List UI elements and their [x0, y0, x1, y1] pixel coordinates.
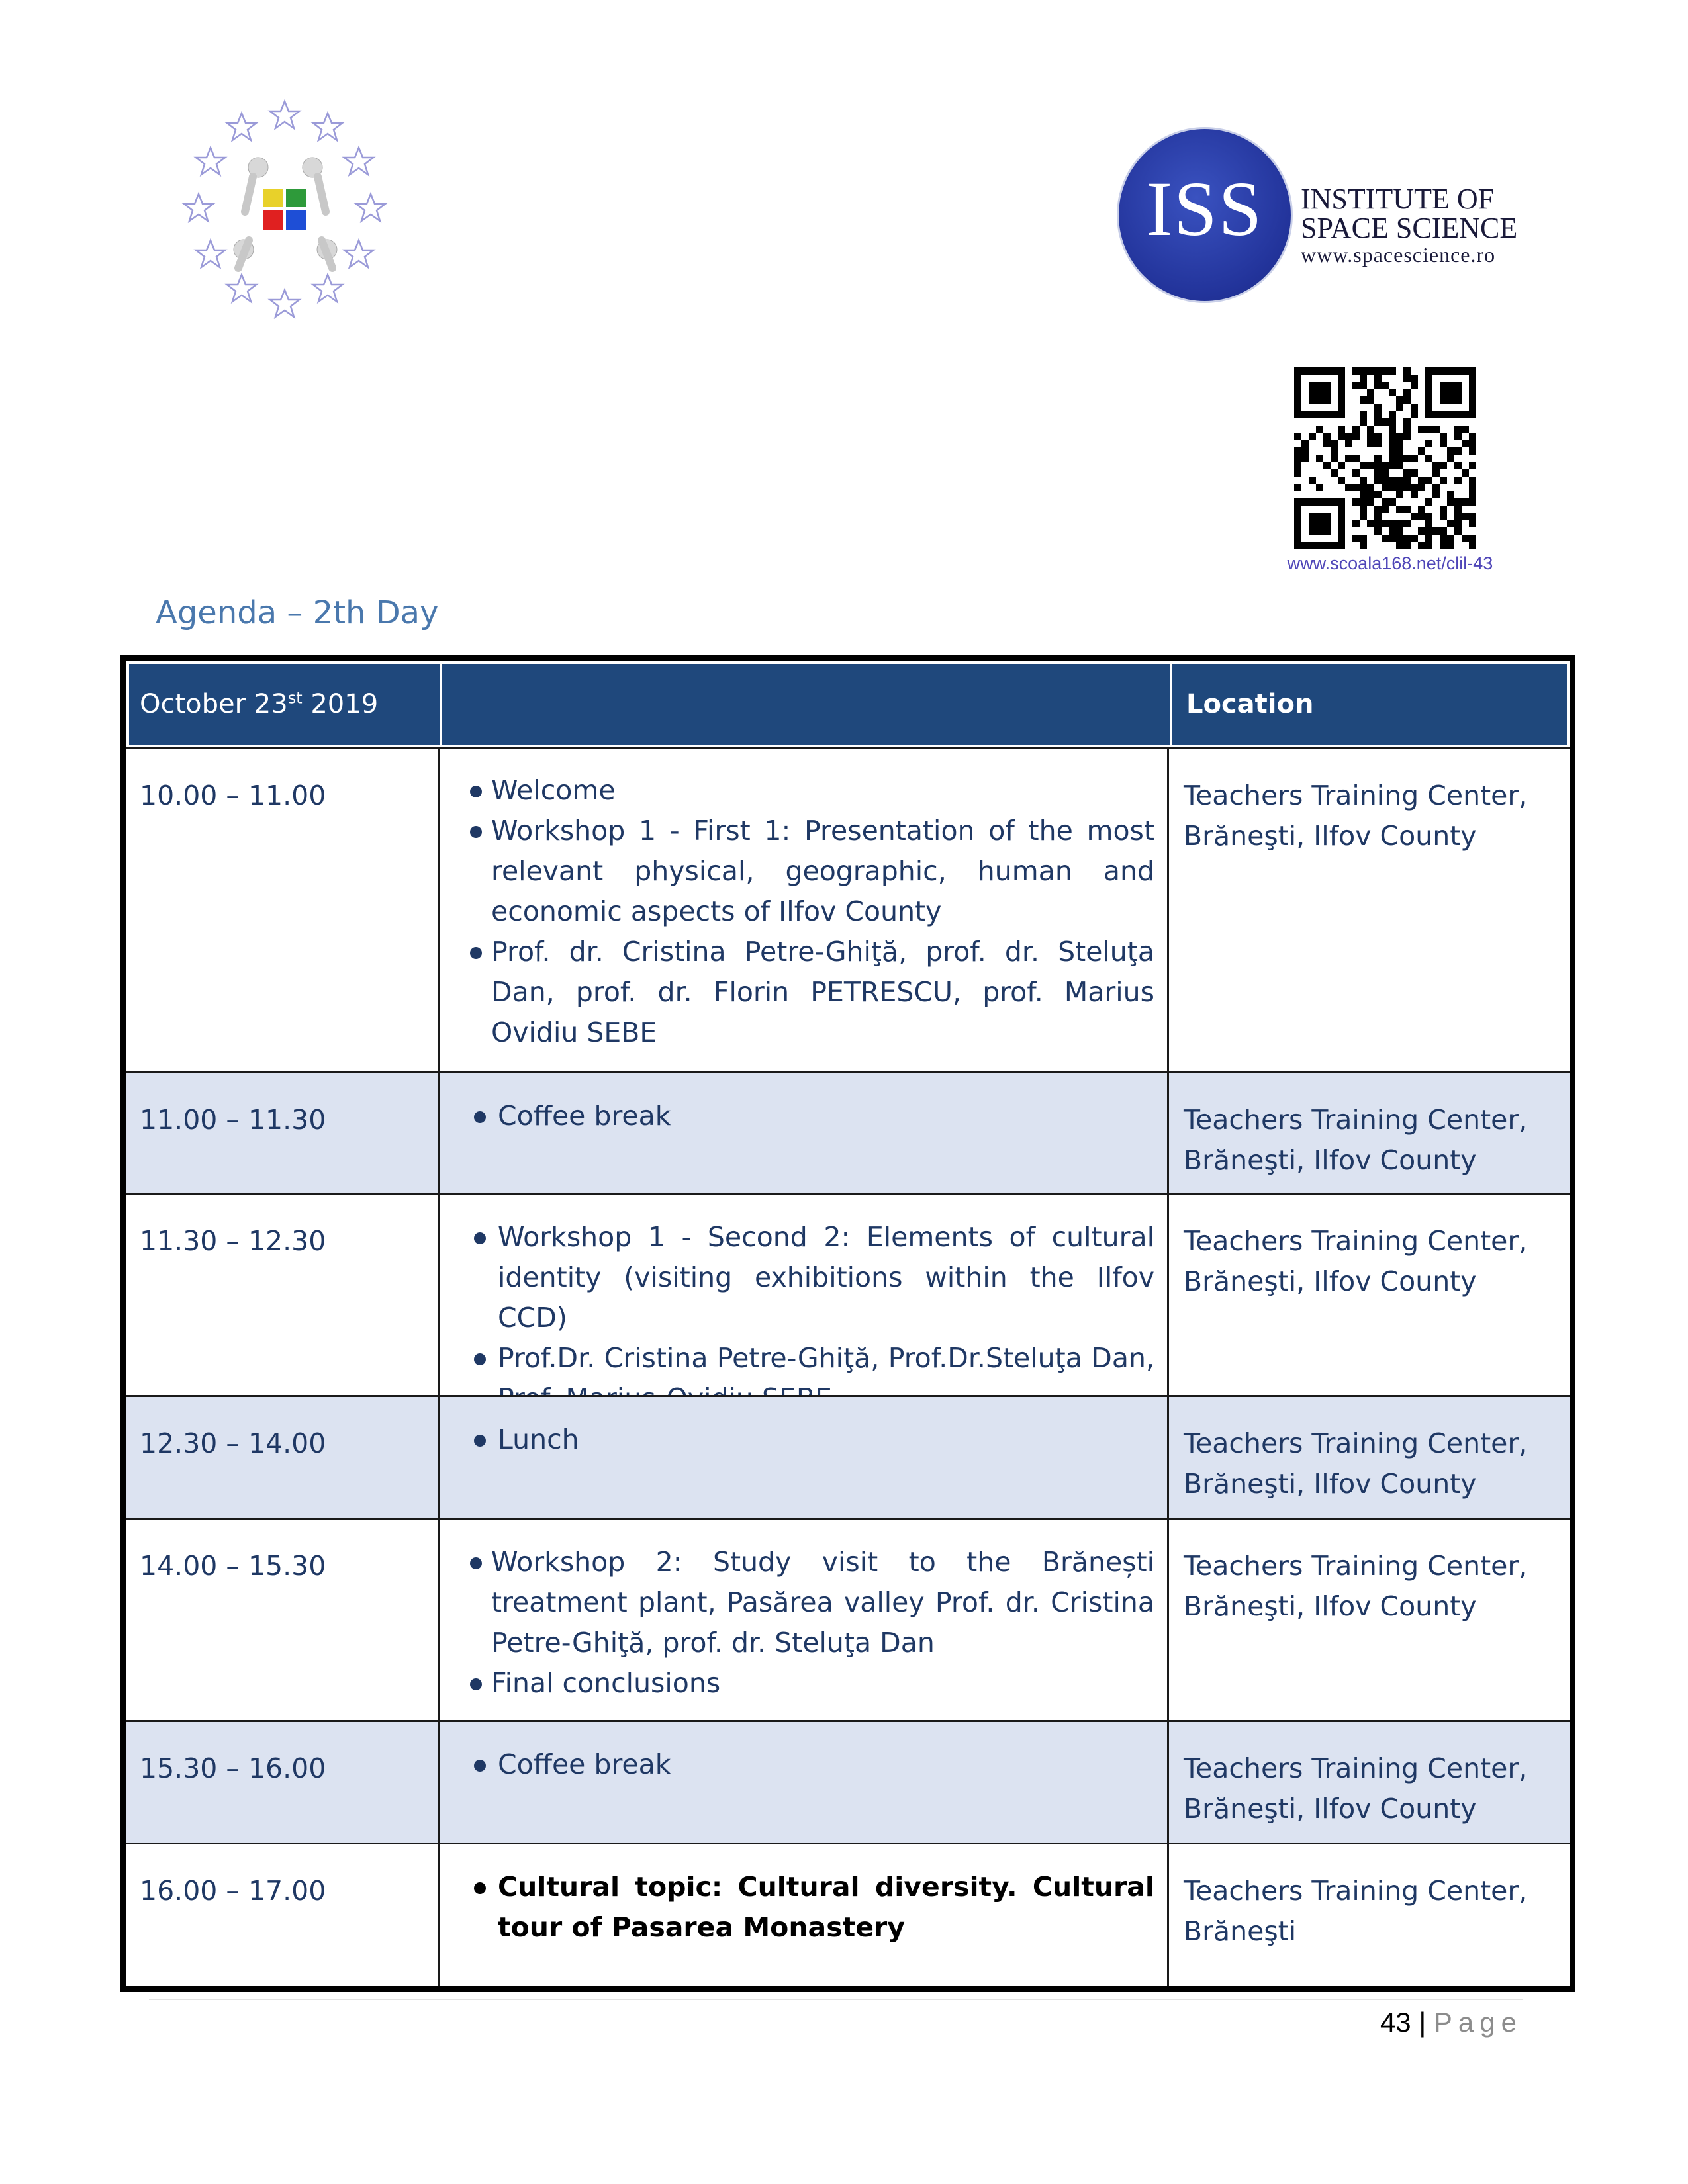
activity-list — [459, 1096, 1154, 1136]
qr-link[interactable]: www.scoala168.net/clil-43 — [1287, 553, 1493, 573]
row-location: Teachers Training Center, Brăneşti, Ilfov County — [1184, 1428, 1528, 1500]
stars-puzzle-icon — [165, 96, 404, 328]
row-location: Teachers Training Center, Brăneşti, Ilfov County — [1184, 1752, 1528, 1825]
header-location: Location — [1186, 689, 1314, 719]
row-location: Teachers Training Center, Brăneşti, Ilfov County — [1184, 1550, 1528, 1622]
activity-item: Lunch — [459, 1420, 1154, 1460]
activity-item: Welcome — [459, 770, 1154, 811]
header-location-cell — [1170, 664, 1567, 745]
row-time: 11.00 – 11.30 — [140, 1104, 326, 1136]
agenda-title: Agenda – 2th Day — [156, 594, 439, 631]
iss-name-line2: SPACE SCIENCE — [1301, 212, 1518, 244]
qr-code[interactable] — [1294, 367, 1476, 549]
iss-letters: ISS — [1146, 165, 1264, 252]
iss-website: www.spacescience.ro — [1301, 243, 1496, 267]
row-time: 12.30 – 14.00 — [140, 1428, 326, 1459]
activity-list — [459, 1217, 1154, 1419]
activity-item: Final conclusions — [459, 1663, 1154, 1704]
row-time: 15.30 – 16.00 — [140, 1752, 326, 1784]
table-row — [126, 1843, 1570, 1986]
activity-item: Prof. dr. Cristina Petre-Ghiţă, prof. dr. Steluţa Dan, prof. dr. Florin PETRESCU, prof. Marius Ovidiu SEBE — [459, 932, 1154, 1053]
table-header-row — [126, 661, 1570, 747]
agenda-table — [120, 655, 1575, 1992]
row-time: 10.00 – 11.00 — [140, 780, 326, 811]
activity-list — [459, 1745, 1154, 1785]
activity-list — [459, 770, 1154, 1053]
row-location: Teachers Training Center, Brăneşti, Ilfov County — [1184, 1225, 1528, 1297]
table-row — [126, 1071, 1570, 1193]
footer-rule — [149, 1999, 1523, 2000]
table-row — [126, 1193, 1570, 1395]
header-activity-cell — [440, 664, 1170, 745]
page-footer: 43 | Page — [1380, 2007, 1523, 2038]
activity-item: Workshop 1 - Second 2: Elements of cultural identity (visiting exhibitions within the Ilfov CCD) — [459, 1217, 1154, 1338]
activity-item: Coffee break — [459, 1745, 1154, 1785]
row-location: Teachers Training Center, Brăneşti — [1184, 1875, 1528, 1947]
project-logo — [165, 96, 404, 328]
row-location: Teachers Training Center, Brăneşti, Ilfov County — [1184, 780, 1528, 852]
page-number: 43 — [1380, 2007, 1411, 2038]
iss-emblem — [1119, 129, 1291, 301]
activity-list — [459, 1867, 1154, 1948]
iss-name-line1: INSTITUTE OF — [1301, 183, 1495, 215]
row-time: 11.30 – 12.30 — [140, 1225, 326, 1257]
table-row — [126, 1720, 1570, 1843]
qr-code-icon — [1294, 367, 1476, 549]
header-date: October 23st 2019 — [140, 688, 379, 719]
activity-list — [459, 1542, 1154, 1704]
table-row — [126, 747, 1570, 1071]
activity-item: Workshop 2: Study visit to the Brănești treatment plant, Pasărea valley Prof. dr. Cristina Petre-Ghiţă, prof. dr. Steluţa Dan — [459, 1542, 1154, 1663]
header-date-cell — [129, 664, 440, 745]
row-time: 16.00 – 17.00 — [140, 1875, 326, 1907]
page-word: Page — [1433, 2007, 1523, 2038]
activity-item: Workshop 1 - First 1: Presentation of the most relevant physical, geographic, human and economic aspects of Ilfov County — [459, 811, 1154, 932]
activity-item: Prof.Dr. Cristina Petre-Ghiţă, Prof.Dr.Steluţa Dan, — [459, 1338, 1154, 1419]
row-location: Teachers Training Center, Brăneşti, Ilfov County — [1184, 1104, 1528, 1176]
activity-item: Coffee break — [459, 1096, 1154, 1136]
activity-item: Cultural topic: Cultural diversity. Cultural tour of Pasarea Monastery — [459, 1867, 1154, 1948]
activity-list — [459, 1420, 1154, 1460]
table-row — [126, 1518, 1570, 1720]
row-time: 14.00 – 15.30 — [140, 1550, 326, 1582]
table-row — [126, 1395, 1570, 1518]
iss-logo — [1119, 129, 1516, 304]
